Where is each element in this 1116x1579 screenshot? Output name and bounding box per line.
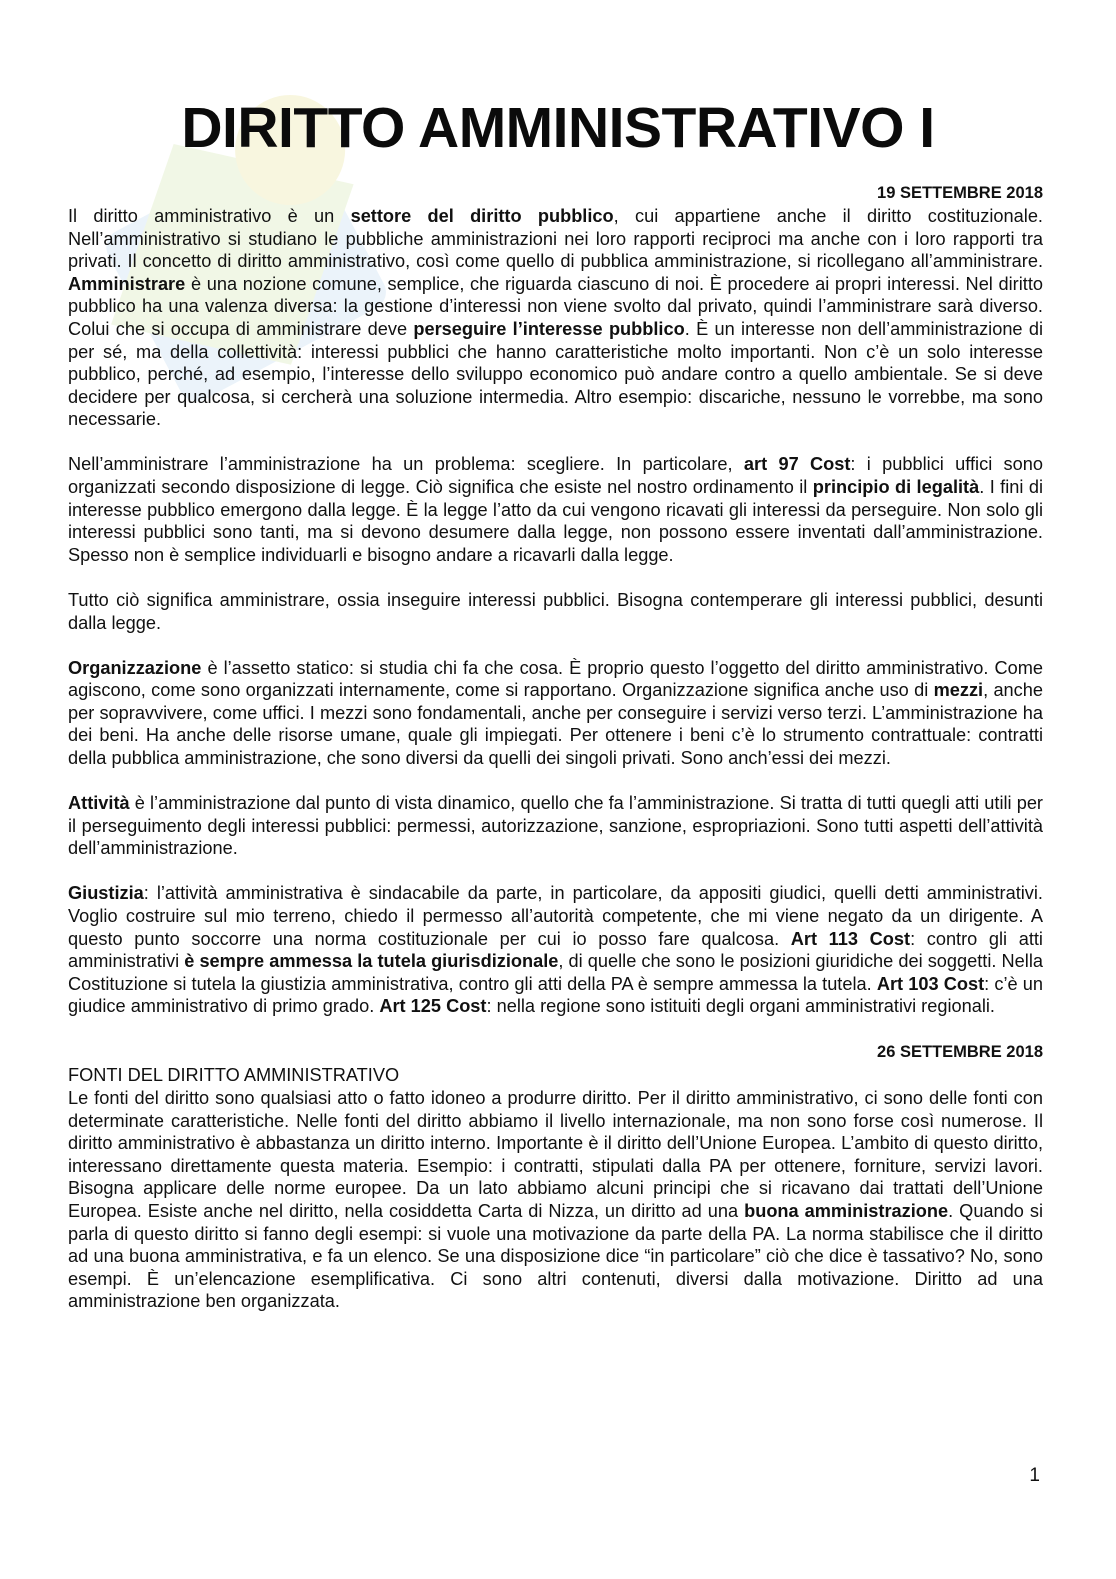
bold-term: mezzi — [933, 680, 984, 701]
bold-term: buona amministrazione — [744, 1200, 949, 1221]
text-run: . È un interesse non dell’amministrazione di per sé, ma della collettività: interessi pubblici che hanno caratteristiche molto importanti. Non c’è un solo interesse pubblico, perché, ad esempio, l’interesse dello sviluppo economico può andare contro a quello ambientale. Se si deve decidere per qualcosa, si cercherà una soluzione intermedia. Altro esempio: discariche, nessuno le vorrebbe, ma sono necessarie. — [68, 318, 1043, 430]
text-run: : contro gli atti amministrativi — [68, 928, 1043, 972]
text-run: , di quelle che sono le posizioni giuridiche dei soggetti. Nella Costituzione si tutela la giustizia amministrativa, contro gli atti della PA è sempre ammessa la tutela. — [68, 951, 1043, 994]
paragraph — [68, 882, 1043, 1018]
section-heading: FONTI DEL DIRITTO AMMINISTRATIVO — [68, 1065, 400, 1086]
bold-term: settore del diritto pubblico — [350, 206, 614, 226]
text-run: : c’è un giudice amministrativo di primo grado. — [68, 973, 1043, 1017]
text-run: Nell’amministrare l’amministrazione ha un problema: scegliere. In particolare, — [68, 454, 744, 475]
paragraph — [68, 589, 1043, 634]
bold-term: principio di legalità — [812, 477, 980, 498]
text-run: . I fini di interesse pubblico emergono dalla legge. È la legge l’atto da cui vengono ricavati gli interessi da perseguire. Non solo gli interessi pubblici sono tanti, ma si devono desumere dalla legge, non possono essere inventati dall’amministrazione. Spesso non è semplice individuarli e bisogno andare a ricavarli dalla legge. — [68, 477, 1043, 565]
bold-term: Amministrare — [68, 273, 186, 294]
text-run: , cui appartiene anche il diritto costituzionale. Nell’amministrativo si studiano le pubbliche amministrazioni nei loro rapporti reciproci ma anche con i loro rapporti tra privati. Il concetto di diritto amministrativo, così come quello di pubblica amministrazione, si ricollegano all’amministrare. — [68, 206, 1043, 272]
text-run: : i pubblici uffici sono organizzati secondo disposizione di legge. Ciò significa che esiste nel nostro ordinamento il — [68, 454, 1043, 498]
bold-term: è sempre ammessa la tutela giurisdizionale — [184, 951, 559, 972]
text-run: Tutto ciò significa amministrare, ossia inseguire interessi pubblici. Bisogna contemperare gli interessi pubblici, desunti dalla legge. — [68, 589, 1043, 633]
page-number: 1 — [1029, 1465, 1040, 1486]
bold-term: Organizzazione — [68, 657, 202, 678]
text-run: è l’amministrazione dal punto di vista dinamico, quello che fa l’amministrazione. Si tratta di tutti quegli atti utili per il perseguimento degli interessi pubblici: permessi, autorizzazione, sanzione, espropriazioni. Sono tutti aspetti dell’attività dell’amministrazione. — [68, 793, 1043, 859]
paragraph — [68, 1087, 1043, 1313]
bold-term: perseguire l’interesse pubblico — [413, 318, 685, 339]
document-body — [68, 181, 1043, 1313]
lecture-section — [68, 181, 1043, 1018]
lecture-date: 26 SETTEMBRE 2018 — [877, 1043, 1043, 1062]
text-run: , anche per sopravvivere, come uffici. I mezzi sono fondamentali, anche per conseguire i servizi verso terzi. L’amministrazione ha dei beni. Ha anche delle risorse umane, quale gli impiegati. Per ottenere i beni c’è lo strumento contrattuale: contratti della pubblica amministrazione, che sono diversi da quelli dei singoli privati. Sono anch’essi dei mezzi. — [68, 680, 1043, 768]
text-run: . Quando si parla di questo diritto si fanno degli esempi: si vuole una motivazione da parte della PA. La norma stabilisce che il diritto ad una buona amministrativa, e fa un elenco. Se una disposizione dice “in particolare” ciò che dice è tassativo? No, sono esempi. È un’elencazione esemplificativa. Ci sono altri contenuti, diversi dalla motivazione. Diritto ad una amministrazione ben organizzata. — [68, 1200, 1043, 1312]
text-run: è una nozione comune, semplice, che riguarda ciascuno di noi. È procedere ai propri interessi. Nel diritto pubblico ha una valenza diversa: la gestione d’interessi non viene svolto dal privato, quindi l’amministrare sarà diverso. Colui che si occupa di amministrare deve — [68, 273, 1043, 339]
text-run: Le fonti del diritto sono qualsiasi atto o fatto idoneo a produrre diritto. Per il diritto amministrativo, ci sono delle fonti con determinate caratteristiche. Nelle fonti del diritto abbiamo il livello internazionale, ma non sono forse così numerose. Il diritto amministrativo è abbastanza un diritto interno. Importante è il diritto dell’Unione Europea. L’ambito di questo diritto, interessano direttamente questa materia. Esempio: i contratti, stipulati dalla PA per ottenere, forniture, servizi lavori. Bisogna applicare delle norme europee. Da un lato abbiamo alcuni principi che si ricavano dai trattati dell’Unione Europea. Esiste anche nel diritto, nella cosiddetta Carta di Nizza, un diritto ad una — [68, 1088, 1043, 1221]
bold-term: Art 113 Cost — [790, 928, 911, 949]
lecture-date: 19 SETTEMBRE 2018 — [877, 184, 1043, 202]
bold-term: art 97 Cost — [743, 454, 851, 475]
paragraph — [68, 453, 1043, 566]
paragraph — [68, 792, 1043, 860]
bold-term: Attività — [68, 793, 130, 814]
bold-term: Giustizia — [68, 883, 144, 904]
text-run: : l’attività amministrativa è sindacabile da parte, in particolare, da appositi giudici, quelli detti amministrativi. Voglio costruire sul mio terreno, chiedo il permesso all’autorità competente, che mi viene negato da un dirigente. A questo punto soccorre una norma costituzionale per cui io posso fare qualcosa. — [68, 883, 1043, 949]
text-run: Il diritto amministrativo è un — [68, 206, 351, 226]
document-title: DIRITTO AMMINISTRATIVO I — [181, 96, 935, 160]
text-run: : nella regione sono istituiti degli organi amministrativi regionali. — [486, 996, 995, 1017]
paragraph — [68, 205, 1043, 431]
text-run: è l’assetto statico: si studia chi fa che cosa. È proprio questo l’oggetto del diritto amministrativo. Come agiscono, come sono organizzati internamente, come si rapportano. Organizzazione significa anche uso di — [68, 657, 1043, 701]
lecture-section — [68, 1040, 1043, 1313]
paragraph — [68, 657, 1043, 770]
bold-term: Art 103 Cost — [876, 973, 985, 994]
bold-term: Art 125 Cost — [379, 996, 487, 1017]
